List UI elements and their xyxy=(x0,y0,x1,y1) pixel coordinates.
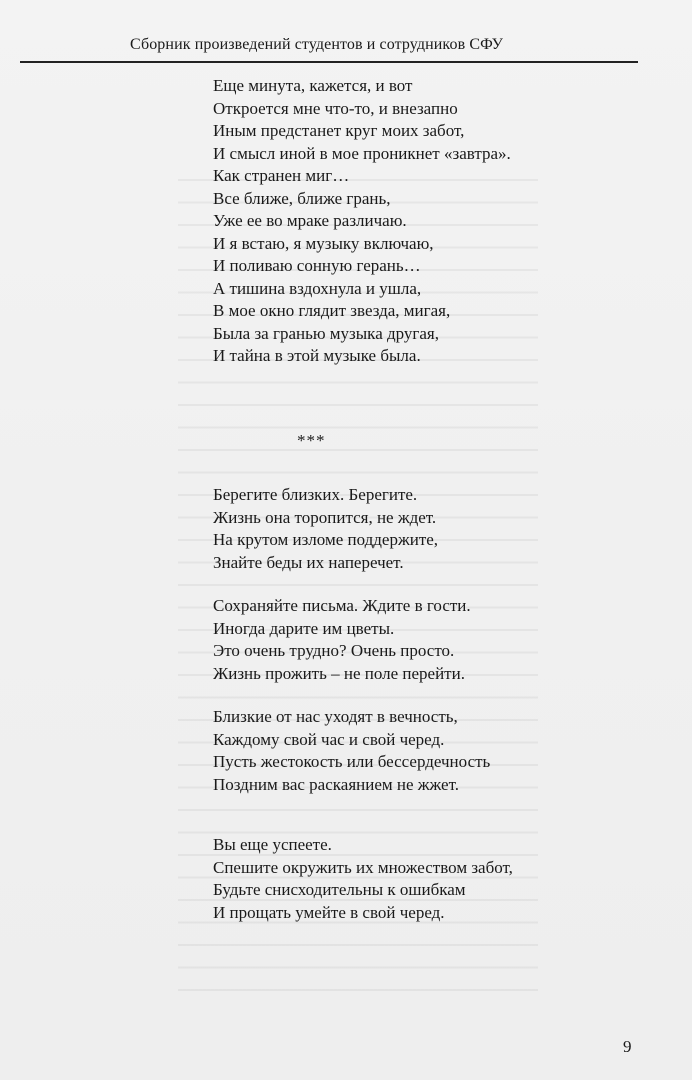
poem-line: Знайте беды их наперечет. xyxy=(213,552,404,572)
poem-one xyxy=(213,75,653,368)
page-number: 9 xyxy=(623,1037,632,1056)
poem-line: И прощать умейте в свой черед. xyxy=(213,902,445,922)
running-header: Сборник произведений студентов и сотрудников СФУ xyxy=(130,36,504,53)
poem-line: Это очень трудно? Очень просто. xyxy=(213,641,455,660)
poem-line: Жизнь она торопится, не ждет. xyxy=(213,507,437,527)
poem-line: Близкие от нас уходят в вечность, xyxy=(213,707,458,726)
poem-line: Все ближе, ближе грань, xyxy=(213,188,391,208)
poem-one-stanza xyxy=(213,75,653,368)
poem-line: Берегите близких. Берегите. xyxy=(213,485,418,504)
header-rule xyxy=(20,61,638,63)
poem-line: Сохраняйте письма. Ждите в гости. xyxy=(213,596,471,615)
poem-line: Еще минута, кажется, и вот xyxy=(213,76,413,95)
section-separator: *** xyxy=(297,431,326,450)
poem-two-stanza xyxy=(213,484,653,574)
poem-line: В мое окно глядит звезда, мигая, xyxy=(213,301,451,320)
poem-two-stanza xyxy=(213,595,653,685)
poem-line: Иногда дарите им цветы. xyxy=(213,618,395,638)
poem-line: И я встаю, я музыку включаю, xyxy=(213,233,434,253)
poem-line: Жизнь прожить – не поле перейти. xyxy=(213,663,465,683)
poem-line: Пусть жестокость или бессердечность xyxy=(213,752,491,771)
poem-two-stanza xyxy=(213,834,653,924)
poem-two-stanza xyxy=(213,706,653,796)
poem-line: И тайна в этой музыке была. xyxy=(213,346,421,365)
poem-line: Будьте снисходительны к ошибкам xyxy=(213,880,466,899)
poem-line: Как странен миг… xyxy=(213,166,350,185)
poem-line: Была за гранью музыка другая, xyxy=(213,323,439,343)
poem-line: На крутом изломе поддержите, xyxy=(213,530,439,549)
poem-line: Поздним вас раскаянием не жжет. xyxy=(213,774,459,794)
poem-line: Каждому свой час и свой черед. xyxy=(213,729,445,749)
poem-line: А тишина вздохнула и ушла, xyxy=(213,278,422,298)
poem-line: Уже ее во мраке различаю. xyxy=(213,211,407,230)
poem-line: И смысл иной в мое проникнет «завтра». xyxy=(213,143,511,163)
poem-line: Спешите окружить их множеством забот, xyxy=(213,857,513,877)
poem-line: Вы еще успеете. xyxy=(213,835,332,854)
poem-two xyxy=(213,484,653,924)
poem-line: И поливаю сонную герань… xyxy=(213,256,421,275)
poem-line: Иным предстанет круг моих забот, xyxy=(213,121,465,140)
poem-line: Откроется мне что-то, и внезапно xyxy=(213,98,458,118)
